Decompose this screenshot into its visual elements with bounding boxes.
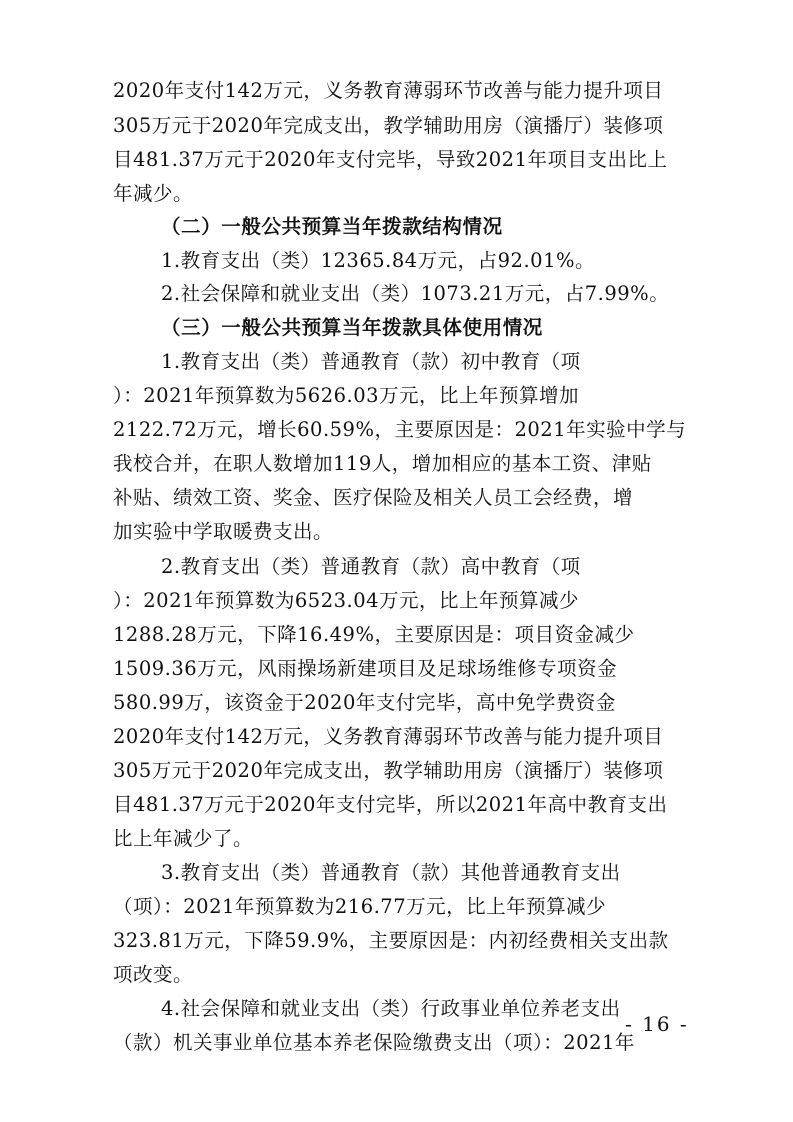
body-text-line: 补贴、绩效工资、奖金、医疗保险及相关人员工会经费，增 <box>113 486 634 509</box>
body-text-line: 2.教育支出（类）普通教育（款）高中教育（项 <box>161 555 581 578</box>
body-text-line: 2020年支付142万元，义务教育薄弱环节改善与能力提升项目 <box>113 725 664 748</box>
body-text-line: ）：2021年预算数为6523.04万元，比上年预算减少 <box>113 589 580 612</box>
body-text-line: （项）：2021年预算数为216.77万元，比上年预算减少 <box>113 895 607 918</box>
body-text-line: 4.社会保障和就业支出（类）行政事业单位养老支出 <box>161 997 621 1020</box>
section-heading-allocation-usage: （三）一般公共预算当年拨款具体使用情况 <box>161 316 543 339</box>
body-text-line: 1288.28万元，下降16.49%，主要原因是：项目资金减少 <box>113 623 635 646</box>
body-text-line: 2020年支付142万元，义务教育薄弱环节改善与能力提升项目 <box>113 79 664 102</box>
body-text-line: 580.99万，该资金于2020年支付完毕，高中免学费资金 <box>113 691 616 714</box>
body-text-line: 1509.36万元，风雨操场新建项目及足球场维修专项资金 <box>113 657 618 680</box>
body-text-line: 323.81万元，下降59.9%，主要原因是：内初经费相关支出款 <box>113 929 669 952</box>
body-text-line: 项改变。 <box>113 963 194 986</box>
body-text-line: 目481.37万元于2020年支付完毕，导致2021年项目支出比上 <box>113 148 668 171</box>
page-number: - 16 - <box>625 1012 689 1036</box>
body-text-line: 1.教育支出（类）普通教育（款）初中教育（项 <box>161 350 581 373</box>
body-text-line: ）：2021年预算数为5626.03万元，比上年预算增加 <box>113 384 580 407</box>
section-heading-allocation-structure: （二）一般公共预算当年拨款结构情况 <box>161 215 503 238</box>
body-text-line: （款）机关事业单位基本养老保险缴费支出（项）：2021年 <box>113 1031 635 1054</box>
body-text-line: 2.社会保障和就业支出（类）1073.21万元，占7.99%。 <box>161 282 670 305</box>
body-text-line: 加实验中学取暖费支出。 <box>113 520 334 543</box>
body-text-line: 我校合并，在职人数增加119人，增加相应的基本工资、津贴 <box>113 452 652 475</box>
body-text-line: 年减少。 <box>113 182 194 205</box>
body-text-line: 305万元于2020年完成支出，教学辅助用房（演播厅）装修项 <box>113 759 664 782</box>
body-text-line: 3.教育支出（类）普通教育（款）其他普通教育支出 <box>161 861 621 884</box>
body-text-line: 目481.37万元于2020年支付完毕，所以2021年高中教育支出 <box>113 793 668 816</box>
body-text-line: 2122.72万元，增长60.59%，主要原因是：2021年实验中学与 <box>113 418 687 441</box>
body-text-line: 305万元于2020年完成支出，教学辅助用房（演播厅）装修项 <box>113 114 664 137</box>
body-text-line: 比上年减少了。 <box>113 827 254 850</box>
body-text-line: 1.教育支出（类）12365.84万元，占92.01%。 <box>161 249 596 272</box>
